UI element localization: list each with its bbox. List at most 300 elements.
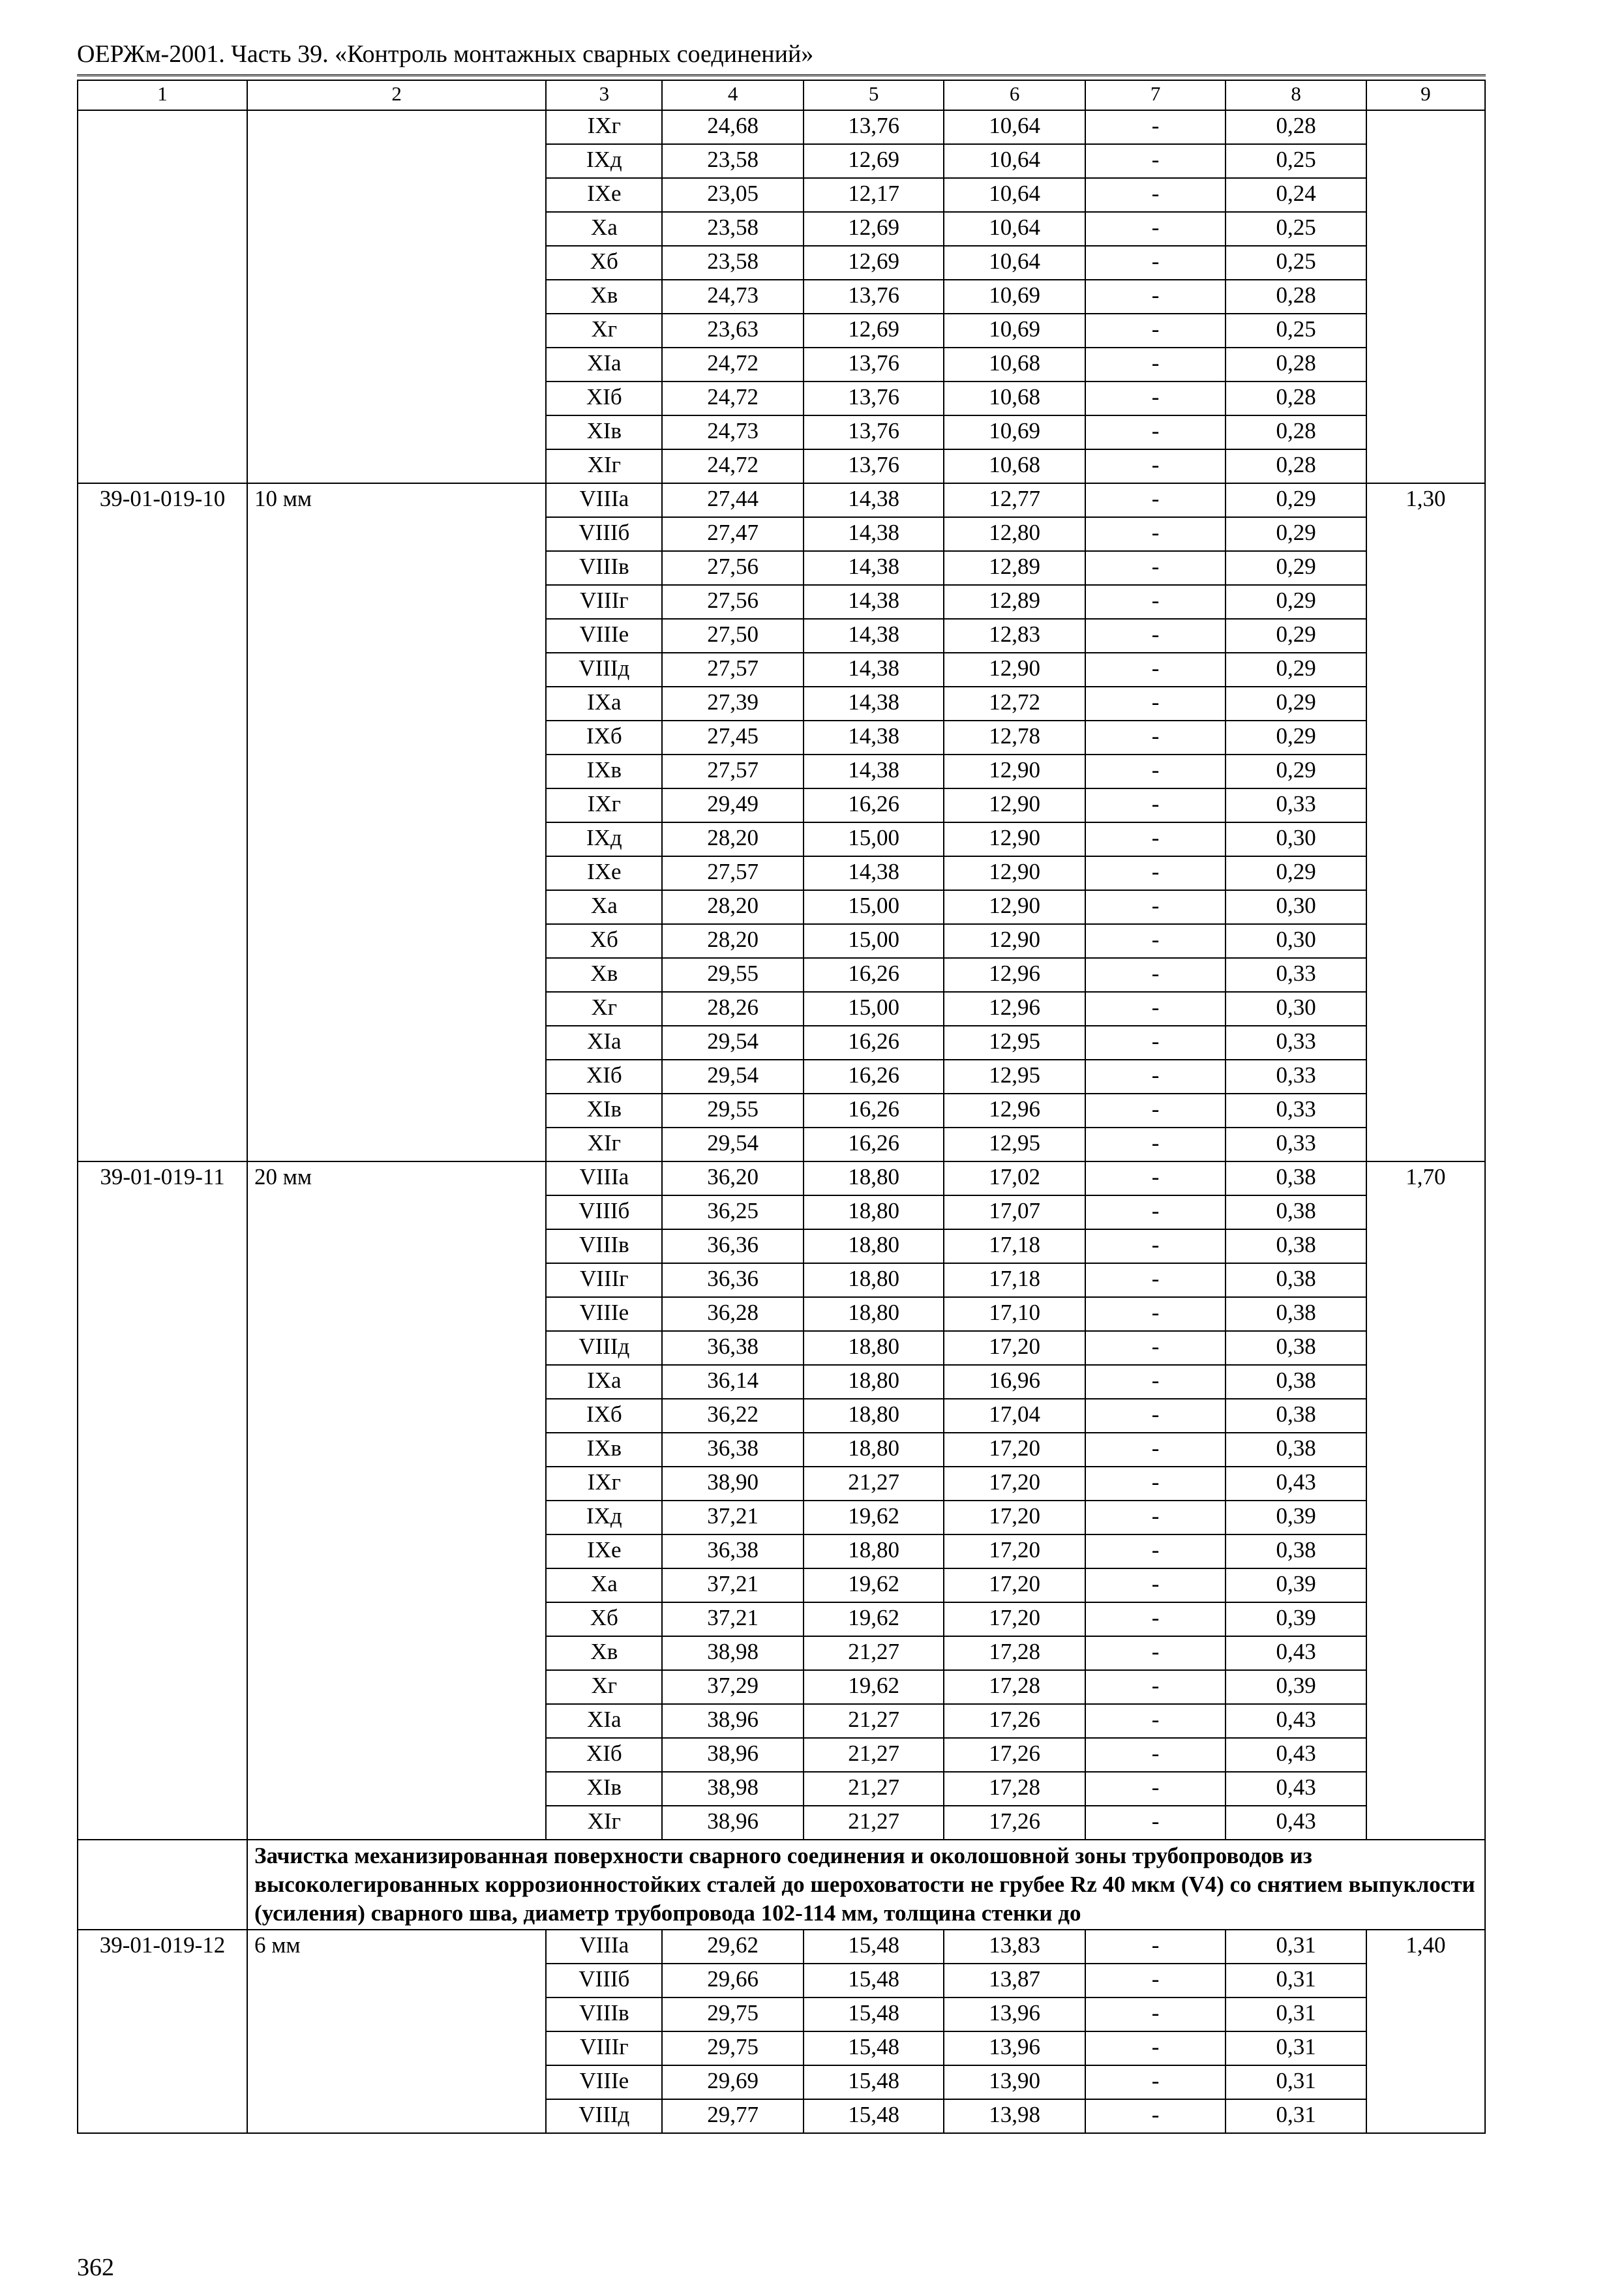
category-cell: VIIIе bbox=[546, 1297, 662, 1331]
category-cell: Xа bbox=[546, 1568, 662, 1602]
total-cost-cell: 37,21 bbox=[662, 1501, 804, 1534]
category-cell: IXд bbox=[546, 144, 662, 178]
materials-cell: 0,31 bbox=[1226, 1930, 1366, 1964]
machines-cell: 17,28 bbox=[944, 1670, 1085, 1704]
machinist-wages-cell: - bbox=[1085, 1568, 1226, 1602]
wages-cell: 13,76 bbox=[804, 415, 944, 449]
total-cost-cell: 23,58 bbox=[662, 144, 804, 178]
machinist-wages-cell: - bbox=[1085, 1128, 1226, 1161]
wages-cell: 15,48 bbox=[804, 2031, 944, 2065]
section-description: Зачистка механизированная поверхности сварного соединения и околошовной зоны трубопроводов из высоколегированных коррозионностойких сталей до шероховатости не грубее Rz 40 мкм (V4) со снятием выпуклости (усиления) сварного шва, диаметр трубопровода 102-114 мм, толщина стенки до bbox=[247, 1840, 1485, 1930]
machinist-wages-cell: - bbox=[1085, 1399, 1226, 1433]
materials-cell: 0,43 bbox=[1226, 1704, 1366, 1738]
machinist-wages-cell: - bbox=[1085, 551, 1226, 585]
wages-cell: 18,80 bbox=[804, 1297, 944, 1331]
total-cost-cell: 38,96 bbox=[662, 1806, 804, 1840]
category-cell: VIIIа bbox=[546, 1930, 662, 1964]
machines-cell: 10,69 bbox=[944, 280, 1085, 314]
machines-cell: 10,68 bbox=[944, 348, 1085, 382]
materials-cell: 0,39 bbox=[1226, 1670, 1366, 1704]
category-cell: Xб bbox=[546, 1602, 662, 1636]
total-cost-cell: 27,57 bbox=[662, 755, 804, 788]
total-cost-cell: 36,25 bbox=[662, 1195, 804, 1229]
category-cell: IXг bbox=[546, 110, 662, 144]
wages-cell: 14,38 bbox=[804, 619, 944, 653]
machines-cell: 12,96 bbox=[944, 992, 1085, 1026]
total-cost-cell: 29,75 bbox=[662, 1997, 804, 2031]
materials-cell: 0,28 bbox=[1226, 280, 1366, 314]
category-cell: VIIIг bbox=[546, 2031, 662, 2065]
category-cell: IXв bbox=[546, 1433, 662, 1467]
total-cost-cell: 38,98 bbox=[662, 1636, 804, 1670]
materials-cell: 0,43 bbox=[1226, 1738, 1366, 1772]
machinist-wages-cell: - bbox=[1085, 1534, 1226, 1568]
total-cost-cell: 27,47 bbox=[662, 517, 804, 551]
wall-thickness: 10 мм bbox=[247, 483, 546, 1161]
category-cell: XIб bbox=[546, 382, 662, 415]
total-cost-cell: 36,28 bbox=[662, 1297, 804, 1331]
total-cost-cell: 29,54 bbox=[662, 1060, 804, 1094]
total-cost-cell: 28,20 bbox=[662, 890, 804, 924]
machinist-wages-cell: - bbox=[1085, 415, 1226, 449]
table-row bbox=[78, 483, 1485, 517]
category-cell: VIIIв bbox=[546, 1997, 662, 2031]
total-cost-cell: 36,22 bbox=[662, 1399, 804, 1433]
machines-cell: 17,18 bbox=[944, 1263, 1085, 1297]
machines-cell: 12,78 bbox=[944, 721, 1085, 755]
category-cell: XIа bbox=[546, 1026, 662, 1060]
rate-code: 39-01-019-12 bbox=[78, 1930, 247, 2133]
machines-cell: 13,87 bbox=[944, 1964, 1085, 1997]
category-cell: VIIIг bbox=[546, 1263, 662, 1297]
machines-cell: 10,68 bbox=[944, 382, 1085, 415]
wages-cell: 18,80 bbox=[804, 1365, 944, 1399]
materials-cell: 0,33 bbox=[1226, 958, 1366, 992]
materials-cell: 0,29 bbox=[1226, 856, 1366, 890]
category-cell: Xв bbox=[546, 1636, 662, 1670]
category-cell: VIIIв bbox=[546, 551, 662, 585]
machines-cell: 17,20 bbox=[944, 1602, 1085, 1636]
materials-cell: 0,43 bbox=[1226, 1467, 1366, 1501]
wages-cell: 14,38 bbox=[804, 653, 944, 687]
wages-cell: 14,38 bbox=[804, 483, 944, 517]
machines-cell: 13,83 bbox=[944, 1930, 1085, 1964]
rate-code: 39-01-019-11 bbox=[78, 1161, 247, 1840]
total-cost-cell: 37,21 bbox=[662, 1568, 804, 1602]
total-cost-cell: 38,96 bbox=[662, 1738, 804, 1772]
machinist-wages-cell: - bbox=[1085, 517, 1226, 551]
machines-cell: 17,20 bbox=[944, 1568, 1085, 1602]
materials-cell: 0,25 bbox=[1226, 314, 1366, 348]
machinist-wages-cell: - bbox=[1085, 619, 1226, 653]
section-description-row bbox=[78, 1840, 1485, 1930]
total-cost-cell: 29,49 bbox=[662, 788, 804, 822]
category-cell: Xа bbox=[546, 890, 662, 924]
wages-cell: 19,62 bbox=[804, 1602, 944, 1636]
machines-cell: 10,64 bbox=[944, 144, 1085, 178]
materials-cell: 0,28 bbox=[1226, 382, 1366, 415]
category-cell: XIг bbox=[546, 449, 662, 483]
category-cell: VIIIб bbox=[546, 1964, 662, 1997]
total-cost-cell: 27,45 bbox=[662, 721, 804, 755]
materials-cell: 0,25 bbox=[1226, 212, 1366, 246]
column-number: 8 bbox=[1226, 80, 1366, 110]
materials-cell: 0,39 bbox=[1226, 1568, 1366, 1602]
wages-cell: 14,38 bbox=[804, 856, 944, 890]
column-number: 6 bbox=[944, 80, 1085, 110]
machines-cell: 10,64 bbox=[944, 246, 1085, 280]
machinist-wages-cell: - bbox=[1085, 687, 1226, 721]
machinist-wages-cell: - bbox=[1085, 144, 1226, 178]
machinist-wages-cell: - bbox=[1085, 1094, 1226, 1128]
machines-cell: 13,90 bbox=[944, 2065, 1085, 2099]
machinist-wages-cell: - bbox=[1085, 178, 1226, 212]
machinist-wages-cell: - bbox=[1085, 856, 1226, 890]
machines-cell: 12,89 bbox=[944, 551, 1085, 585]
wages-cell: 14,38 bbox=[804, 517, 944, 551]
total-cost-cell: 23,58 bbox=[662, 246, 804, 280]
category-cell: VIIIд bbox=[546, 653, 662, 687]
machines-cell: 12,95 bbox=[944, 1060, 1085, 1094]
machines-cell: 17,20 bbox=[944, 1501, 1085, 1534]
total-cost-cell: 38,96 bbox=[662, 1704, 804, 1738]
machinist-wages-cell: - bbox=[1085, 1670, 1226, 1704]
total-cost-cell: 36,36 bbox=[662, 1263, 804, 1297]
materials-cell: 0,28 bbox=[1226, 348, 1366, 382]
labor-cost-cell bbox=[1366, 110, 1485, 483]
wages-cell: 18,80 bbox=[804, 1229, 944, 1263]
materials-cell: 0,33 bbox=[1226, 1060, 1366, 1094]
machines-cell: 12,95 bbox=[944, 1128, 1085, 1161]
machines-cell: 17,07 bbox=[944, 1195, 1085, 1229]
machinist-wages-cell: - bbox=[1085, 110, 1226, 144]
column-number: 1 bbox=[78, 80, 247, 110]
column-number: 4 bbox=[662, 80, 804, 110]
machines-cell: 17,20 bbox=[944, 1534, 1085, 1568]
machines-cell: 12,80 bbox=[944, 517, 1085, 551]
wages-cell: 12,17 bbox=[804, 178, 944, 212]
category-cell: IXд bbox=[546, 1501, 662, 1534]
machines-cell: 16,96 bbox=[944, 1365, 1085, 1399]
empty-cell bbox=[78, 1840, 247, 1930]
total-cost-cell: 29,66 bbox=[662, 1964, 804, 1997]
category-cell: IXд bbox=[546, 822, 662, 856]
machines-cell: 17,26 bbox=[944, 1738, 1085, 1772]
total-cost-cell: 27,39 bbox=[662, 687, 804, 721]
category-cell: VIIIе bbox=[546, 619, 662, 653]
wages-cell: 14,38 bbox=[804, 721, 944, 755]
table-row bbox=[78, 110, 1485, 144]
machinist-wages-cell: - bbox=[1085, 1997, 1226, 2031]
wall-thickness: 6 мм bbox=[247, 1930, 546, 2133]
wages-cell: 14,38 bbox=[804, 585, 944, 619]
category-cell: XIг bbox=[546, 1806, 662, 1840]
materials-cell: 0,31 bbox=[1226, 1964, 1366, 1997]
total-cost-cell: 37,21 bbox=[662, 1602, 804, 1636]
machines-cell: 17,26 bbox=[944, 1704, 1085, 1738]
machines-cell: 12,90 bbox=[944, 755, 1085, 788]
materials-cell: 0,29 bbox=[1226, 517, 1366, 551]
wages-cell: 21,27 bbox=[804, 1738, 944, 1772]
machines-cell: 17,18 bbox=[944, 1229, 1085, 1263]
category-cell: VIIIе bbox=[546, 2065, 662, 2099]
machinist-wages-cell: - bbox=[1085, 1738, 1226, 1772]
wages-cell: 19,62 bbox=[804, 1670, 944, 1704]
labor-cost-cell: 1,30 bbox=[1366, 483, 1485, 1161]
materials-cell: 0,29 bbox=[1226, 551, 1366, 585]
machines-cell: 12,90 bbox=[944, 653, 1085, 687]
materials-cell: 0,39 bbox=[1226, 1501, 1366, 1534]
materials-cell: 0,38 bbox=[1226, 1433, 1366, 1467]
wages-cell: 15,00 bbox=[804, 924, 944, 958]
machinist-wages-cell: - bbox=[1085, 1930, 1226, 1964]
machinist-wages-cell: - bbox=[1085, 755, 1226, 788]
category-cell: VIIIа bbox=[546, 1161, 662, 1195]
category-cell: VIIIд bbox=[546, 2099, 662, 2133]
category-cell: IXв bbox=[546, 755, 662, 788]
total-cost-cell: 27,57 bbox=[662, 653, 804, 687]
wages-cell: 12,69 bbox=[804, 212, 944, 246]
machinist-wages-cell: - bbox=[1085, 1195, 1226, 1229]
category-cell: IXе bbox=[546, 856, 662, 890]
category-cell: IXг bbox=[546, 788, 662, 822]
category-cell: IXа bbox=[546, 1365, 662, 1399]
column-number: 2 bbox=[247, 80, 546, 110]
machines-cell: 12,72 bbox=[944, 687, 1085, 721]
machinist-wages-cell: - bbox=[1085, 890, 1226, 924]
category-cell: XIа bbox=[546, 348, 662, 382]
materials-cell: 0,30 bbox=[1226, 890, 1366, 924]
category-cell: Xг bbox=[546, 1670, 662, 1704]
machinist-wages-cell: - bbox=[1085, 721, 1226, 755]
page-header bbox=[77, 39, 1486, 76]
wages-cell: 18,80 bbox=[804, 1195, 944, 1229]
machinist-wages-cell: - bbox=[1085, 483, 1226, 517]
category-cell: IXб bbox=[546, 1399, 662, 1433]
wages-cell: 18,80 bbox=[804, 1399, 944, 1433]
machines-cell: 12,90 bbox=[944, 822, 1085, 856]
total-cost-cell: 29,62 bbox=[662, 1930, 804, 1964]
machines-cell: 12,77 bbox=[944, 483, 1085, 517]
total-cost-cell: 23,05 bbox=[662, 178, 804, 212]
materials-cell: 0,25 bbox=[1226, 246, 1366, 280]
wages-cell: 12,69 bbox=[804, 144, 944, 178]
materials-cell: 0,28 bbox=[1226, 449, 1366, 483]
machinist-wages-cell: - bbox=[1085, 924, 1226, 958]
machinist-wages-cell: - bbox=[1085, 1060, 1226, 1094]
category-cell: IXб bbox=[546, 721, 662, 755]
machines-cell: 13,96 bbox=[944, 2031, 1085, 2065]
machines-cell: 17,20 bbox=[944, 1467, 1085, 1501]
category-cell: XIв bbox=[546, 1772, 662, 1806]
machinist-wages-cell: - bbox=[1085, 585, 1226, 619]
materials-cell: 0,25 bbox=[1226, 144, 1366, 178]
category-cell: VIIIб bbox=[546, 1195, 662, 1229]
wages-cell: 15,48 bbox=[804, 1964, 944, 1997]
materials-cell: 0,38 bbox=[1226, 1195, 1366, 1229]
machinist-wages-cell: - bbox=[1085, 1806, 1226, 1840]
materials-cell: 0,29 bbox=[1226, 755, 1366, 788]
materials-cell: 0,29 bbox=[1226, 687, 1366, 721]
materials-cell: 0,29 bbox=[1226, 653, 1366, 687]
category-cell: Xв bbox=[546, 958, 662, 992]
materials-cell: 0,31 bbox=[1226, 1997, 1366, 2031]
machines-cell: 10,68 bbox=[944, 449, 1085, 483]
machinist-wages-cell: - bbox=[1085, 1602, 1226, 1636]
machinist-wages-cell: - bbox=[1085, 1772, 1226, 1806]
machines-cell: 12,90 bbox=[944, 788, 1085, 822]
machinist-wages-cell: - bbox=[1085, 212, 1226, 246]
total-cost-cell: 29,77 bbox=[662, 2099, 804, 2133]
machinist-wages-cell: - bbox=[1085, 348, 1226, 382]
table-body bbox=[78, 80, 1485, 2133]
wages-cell: 16,26 bbox=[804, 1128, 944, 1161]
machines-cell: 12,96 bbox=[944, 958, 1085, 992]
machinist-wages-cell: - bbox=[1085, 2031, 1226, 2065]
machinist-wages-cell: - bbox=[1085, 1263, 1226, 1297]
machines-cell: 12,89 bbox=[944, 585, 1085, 619]
machinist-wages-cell: - bbox=[1085, 1433, 1226, 1467]
machinist-wages-cell: - bbox=[1085, 1161, 1226, 1195]
machines-cell: 17,02 bbox=[944, 1161, 1085, 1195]
materials-cell: 0,38 bbox=[1226, 1331, 1366, 1365]
materials-cell: 0,38 bbox=[1226, 1297, 1366, 1331]
wages-cell: 15,00 bbox=[804, 822, 944, 856]
category-cell: Xг bbox=[546, 992, 662, 1026]
materials-cell: 0,29 bbox=[1226, 619, 1366, 653]
rate-code: 39-01-019-10 bbox=[78, 483, 247, 1161]
category-cell: IXе bbox=[546, 178, 662, 212]
wages-cell: 21,27 bbox=[804, 1467, 944, 1501]
total-cost-cell: 36,36 bbox=[662, 1229, 804, 1263]
machinist-wages-cell: - bbox=[1085, 1964, 1226, 1997]
wages-cell: 16,26 bbox=[804, 1060, 944, 1094]
category-cell: XIв bbox=[546, 415, 662, 449]
category-cell: VIIIг bbox=[546, 585, 662, 619]
column-number-row bbox=[78, 80, 1485, 110]
wall-thickness: 20 мм bbox=[247, 1161, 546, 1840]
wages-cell: 14,38 bbox=[804, 551, 944, 585]
wages-cell: 14,38 bbox=[804, 687, 944, 721]
machines-cell: 12,90 bbox=[944, 924, 1085, 958]
machines-cell: 12,96 bbox=[944, 1094, 1085, 1128]
total-cost-cell: 29,55 bbox=[662, 1094, 804, 1128]
wages-cell: 15,00 bbox=[804, 992, 944, 1026]
materials-cell: 0,33 bbox=[1226, 1026, 1366, 1060]
wages-cell: 21,27 bbox=[804, 1806, 944, 1840]
total-cost-cell: 38,98 bbox=[662, 1772, 804, 1806]
wages-cell: 19,62 bbox=[804, 1501, 944, 1534]
wages-cell: 18,80 bbox=[804, 1263, 944, 1297]
category-cell: Xа bbox=[546, 212, 662, 246]
materials-cell: 0,28 bbox=[1226, 110, 1366, 144]
total-cost-cell: 27,57 bbox=[662, 856, 804, 890]
category-cell: Xг bbox=[546, 314, 662, 348]
wages-cell: 18,80 bbox=[804, 1534, 944, 1568]
machinist-wages-cell: - bbox=[1085, 280, 1226, 314]
machines-cell: 10,69 bbox=[944, 415, 1085, 449]
machinist-wages-cell: - bbox=[1085, 958, 1226, 992]
category-cell: IXг bbox=[546, 1467, 662, 1501]
wages-cell: 16,26 bbox=[804, 958, 944, 992]
machines-cell: 17,20 bbox=[944, 1331, 1085, 1365]
total-cost-cell: 28,20 bbox=[662, 822, 804, 856]
wages-cell: 15,48 bbox=[804, 1930, 944, 1964]
total-cost-cell: 27,50 bbox=[662, 619, 804, 653]
materials-cell: 0,29 bbox=[1226, 483, 1366, 517]
category-cell: XIа bbox=[546, 1704, 662, 1738]
total-cost-cell: 36,38 bbox=[662, 1433, 804, 1467]
machines-cell: 13,96 bbox=[944, 1997, 1085, 2031]
wages-cell: 16,26 bbox=[804, 788, 944, 822]
labor-cost-cell: 1,70 bbox=[1366, 1161, 1485, 1840]
total-cost-cell: 29,55 bbox=[662, 958, 804, 992]
materials-cell: 0,38 bbox=[1226, 1263, 1366, 1297]
total-cost-cell: 24,73 bbox=[662, 280, 804, 314]
wages-cell: 18,80 bbox=[804, 1161, 944, 1195]
machinist-wages-cell: - bbox=[1085, 2065, 1226, 2099]
materials-cell: 0,24 bbox=[1226, 178, 1366, 212]
machines-cell: 10,64 bbox=[944, 212, 1085, 246]
materials-cell: 0,38 bbox=[1226, 1534, 1366, 1568]
machines-cell: 12,90 bbox=[944, 890, 1085, 924]
category-cell: Xв bbox=[546, 280, 662, 314]
materials-cell: 0,43 bbox=[1226, 1806, 1366, 1840]
materials-cell: 0,31 bbox=[1226, 2099, 1366, 2133]
table-row bbox=[78, 1161, 1485, 1195]
wages-cell: 13,76 bbox=[804, 382, 944, 415]
materials-cell: 0,30 bbox=[1226, 924, 1366, 958]
total-cost-cell: 29,54 bbox=[662, 1026, 804, 1060]
total-cost-cell: 27,56 bbox=[662, 551, 804, 585]
machinist-wages-cell: - bbox=[1085, 1501, 1226, 1534]
machines-cell: 12,90 bbox=[944, 856, 1085, 890]
machines-cell: 12,83 bbox=[944, 619, 1085, 653]
total-cost-cell: 29,69 bbox=[662, 2065, 804, 2099]
machines-cell: 12,95 bbox=[944, 1026, 1085, 1060]
machinist-wages-cell: - bbox=[1085, 382, 1226, 415]
category-cell: VIIIв bbox=[546, 1229, 662, 1263]
wages-cell: 16,26 bbox=[804, 1026, 944, 1060]
total-cost-cell: 38,90 bbox=[662, 1467, 804, 1501]
category-cell: VIIIд bbox=[546, 1331, 662, 1365]
page-title: ОЕРЖм-2001. Часть 39. «Контроль монтажных сварных соединений» bbox=[77, 40, 814, 68]
materials-cell: 0,30 bbox=[1226, 992, 1366, 1026]
machines-cell: 17,28 bbox=[944, 1636, 1085, 1670]
total-cost-cell: 36,38 bbox=[662, 1331, 804, 1365]
category-cell: Xб bbox=[546, 924, 662, 958]
machines-cell: 17,26 bbox=[944, 1806, 1085, 1840]
materials-cell: 0,38 bbox=[1226, 1229, 1366, 1263]
machinist-wages-cell: - bbox=[1085, 1467, 1226, 1501]
labor-cost-cell: 1,40 bbox=[1366, 1930, 1485, 2133]
total-cost-cell: 36,14 bbox=[662, 1365, 804, 1399]
materials-cell: 0,39 bbox=[1226, 1602, 1366, 1636]
wages-cell: 14,38 bbox=[804, 755, 944, 788]
machines-cell: 17,20 bbox=[944, 1433, 1085, 1467]
wages-cell: 15,48 bbox=[804, 2099, 944, 2133]
machinist-wages-cell: - bbox=[1085, 1331, 1226, 1365]
materials-cell: 0,38 bbox=[1226, 1161, 1366, 1195]
machinist-wages-cell: - bbox=[1085, 992, 1226, 1026]
total-cost-cell: 36,20 bbox=[662, 1161, 804, 1195]
materials-cell: 0,33 bbox=[1226, 788, 1366, 822]
wages-cell: 18,80 bbox=[804, 1433, 944, 1467]
category-cell: XIв bbox=[546, 1094, 662, 1128]
column-number: 5 bbox=[804, 80, 944, 110]
page-number: 362 bbox=[77, 2254, 114, 2281]
column-number: 7 bbox=[1085, 80, 1226, 110]
